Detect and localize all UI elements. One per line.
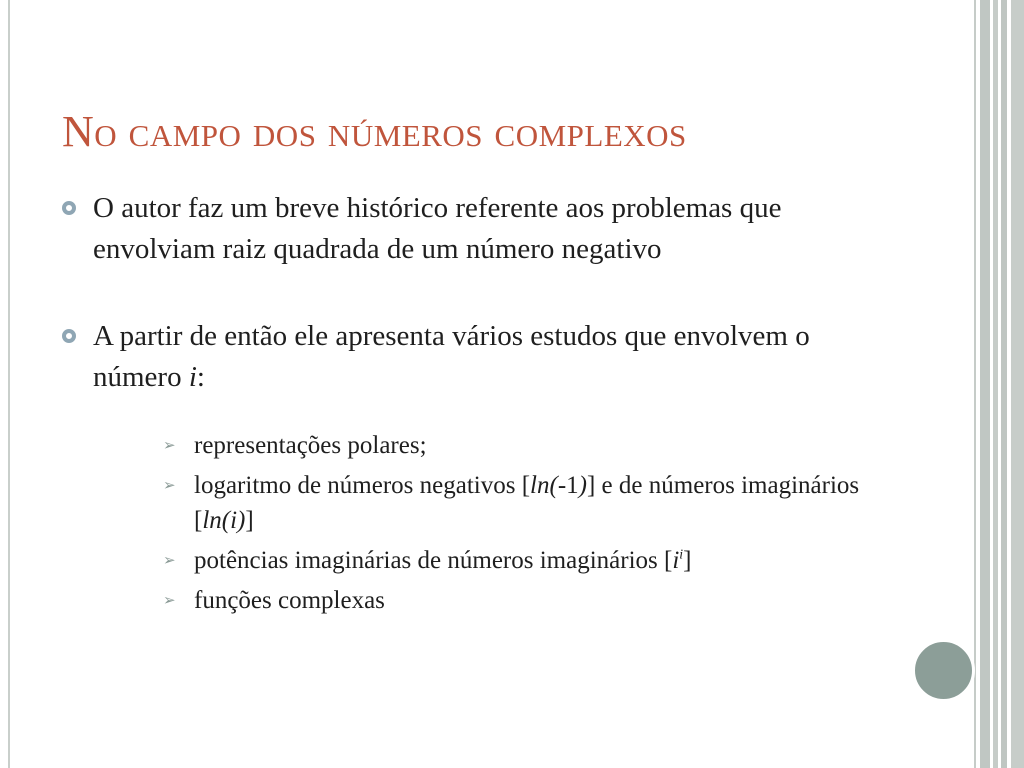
bullet-item [62,316,862,618]
right-stripe [1011,0,1024,768]
arrow-bullet-icon: ➢ [163,551,176,569]
sub-item [163,428,862,463]
sub-item-text: potências imaginárias de números imaginários [ [194,547,673,574]
math-i-base: i [672,547,680,574]
math-paren-close: ) [578,472,587,499]
sub-item-text: ] e de números imaginários [ [194,472,860,534]
sub-item [163,543,862,578]
bullet-item [62,188,862,270]
sub-item-text: logaritmo de números negativos [ [194,472,531,499]
sub-item-text: representações polares; [194,432,427,459]
left-frame-line [8,0,10,768]
math-minus-one: -1 [557,472,579,499]
sub-item [163,468,862,538]
decorative-circle [912,639,975,702]
ring-bullet-icon [62,329,76,343]
math-ln-open: ln( [530,472,558,499]
right-stripe [1001,0,1007,768]
math-ln-i: ln(i) [202,507,246,534]
arrow-bullet-icon: ➢ [163,436,176,454]
sub-list [93,428,862,618]
right-stripe [974,0,976,768]
sub-item-text-end: ] [245,507,254,534]
slide-title: No campo dos números complexos [62,107,687,156]
sub-item-text: funções complexas [194,587,385,614]
bullet-text-end: : [196,361,205,393]
sub-item-text-end: ] [683,547,692,574]
math-i-exponent: i [679,546,684,562]
right-stripe [980,0,990,768]
ring-bullet-icon [62,201,76,215]
bullet-text: A partir de então ele apresenta vários estudos que envolvem o número [93,320,810,393]
bullet-italic-i: i [188,361,197,393]
arrow-bullet-icon: ➢ [163,591,176,609]
bullet-text: O autor faz um breve histórico referente aos problemas que envolviam raiz quadrada de um número negativo [93,192,782,265]
sub-item [163,583,862,618]
slide-content [62,188,862,618]
right-stripe [993,0,998,768]
arrow-bullet-icon: ➢ [163,476,176,494]
